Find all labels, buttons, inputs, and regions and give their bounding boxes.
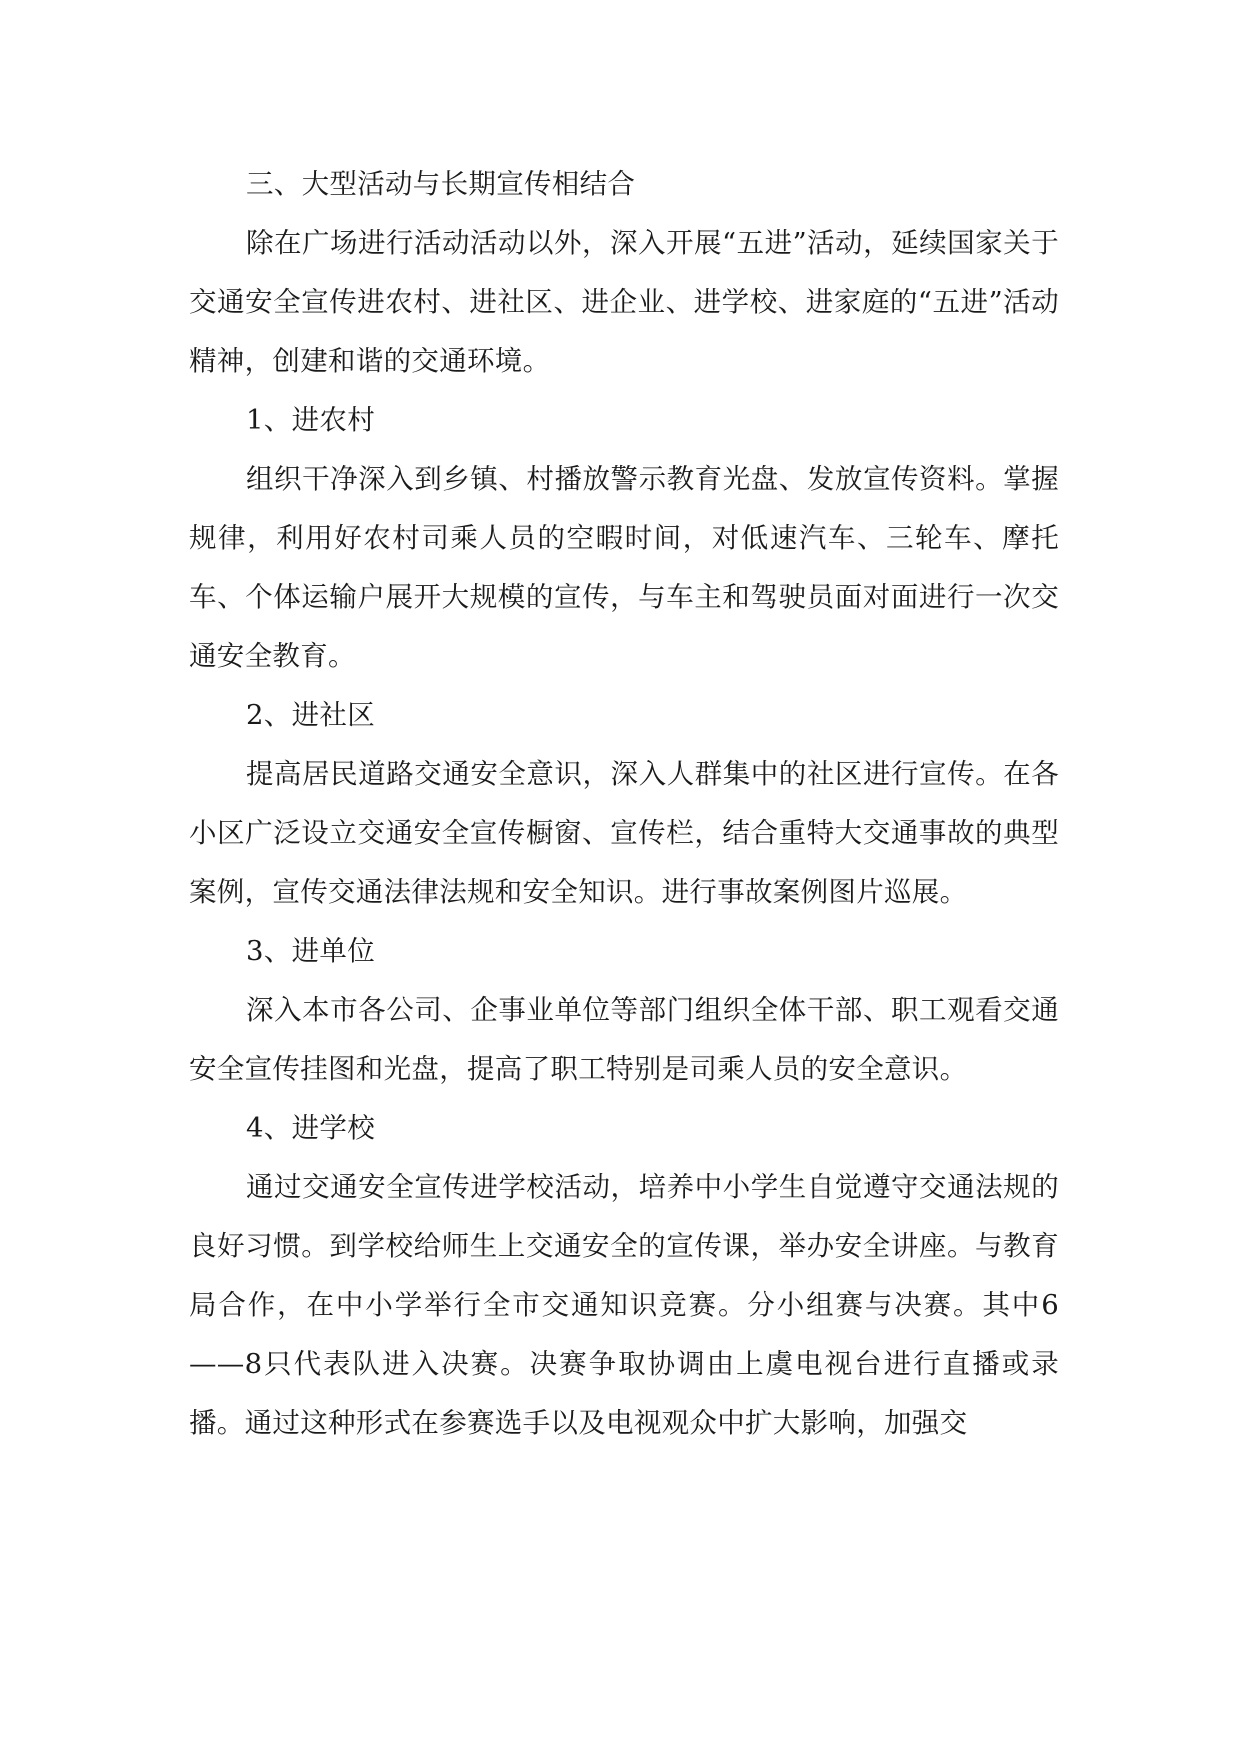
- body-paragraph: 除在广场进行活动活动以外，深入开展“五进”活动，延续国家关于交通安全宣传进农村、进社区、进企业、进学校、进家庭的“五进”活动精神，创建和谐的交通环境。: [189, 227, 1059, 377]
- section-heading: 三、大型活动与长期宣传相结合: [246, 168, 636, 200]
- list-item-heading: 4、进学校: [246, 1112, 375, 1144]
- list-item-heading: 1、进农村: [246, 404, 375, 436]
- list-item-heading: 2、进社区: [246, 699, 375, 731]
- body-paragraph: 深入本市各公司、企事业单位等部门组织全体干部、职工观看交通安全宣传挂图和光盘，提高了职工特别是司乘人员的安全意识。: [189, 994, 1059, 1085]
- body-paragraph: 通过交通安全宣传进学校活动，培养中小学生自觉遵守交通法规的良好习惯。到学校给师生上交通安全的宣传课，举办安全讲座。与教育局合作，在中小学举行全市交通知识竞赛。分小组赛与决赛。其中6——8只代表队进入决赛。决赛争取协调由上虞电视台进行直播或录播。通过这种形式在参赛选手以及电视观众中扩大影响，加强交: [189, 1171, 1059, 1439]
- body-paragraph: 组织干净深入到乡镇、村播放警示教育光盘、发放宣传资料。掌握规律，利用好农村司乘人员的空暇时间，对低速汽车、三轮车、摩托车、个体运输户展开大规模的宣传，与车主和驾驶员面对面进行一次交通安全教育。: [189, 463, 1059, 672]
- document-body: [189, 155, 1059, 1453]
- list-item-heading: 3、进单位: [246, 935, 375, 967]
- body-paragraph: 提高居民道路交通安全意识，深入人群集中的社区进行宣传。在各小区广泛设立交通安全宣传橱窗、宣传栏，结合重特大交通事故的典型案例，宣传交通法律法规和安全知识。进行事故案例图片巡展。: [189, 758, 1059, 908]
